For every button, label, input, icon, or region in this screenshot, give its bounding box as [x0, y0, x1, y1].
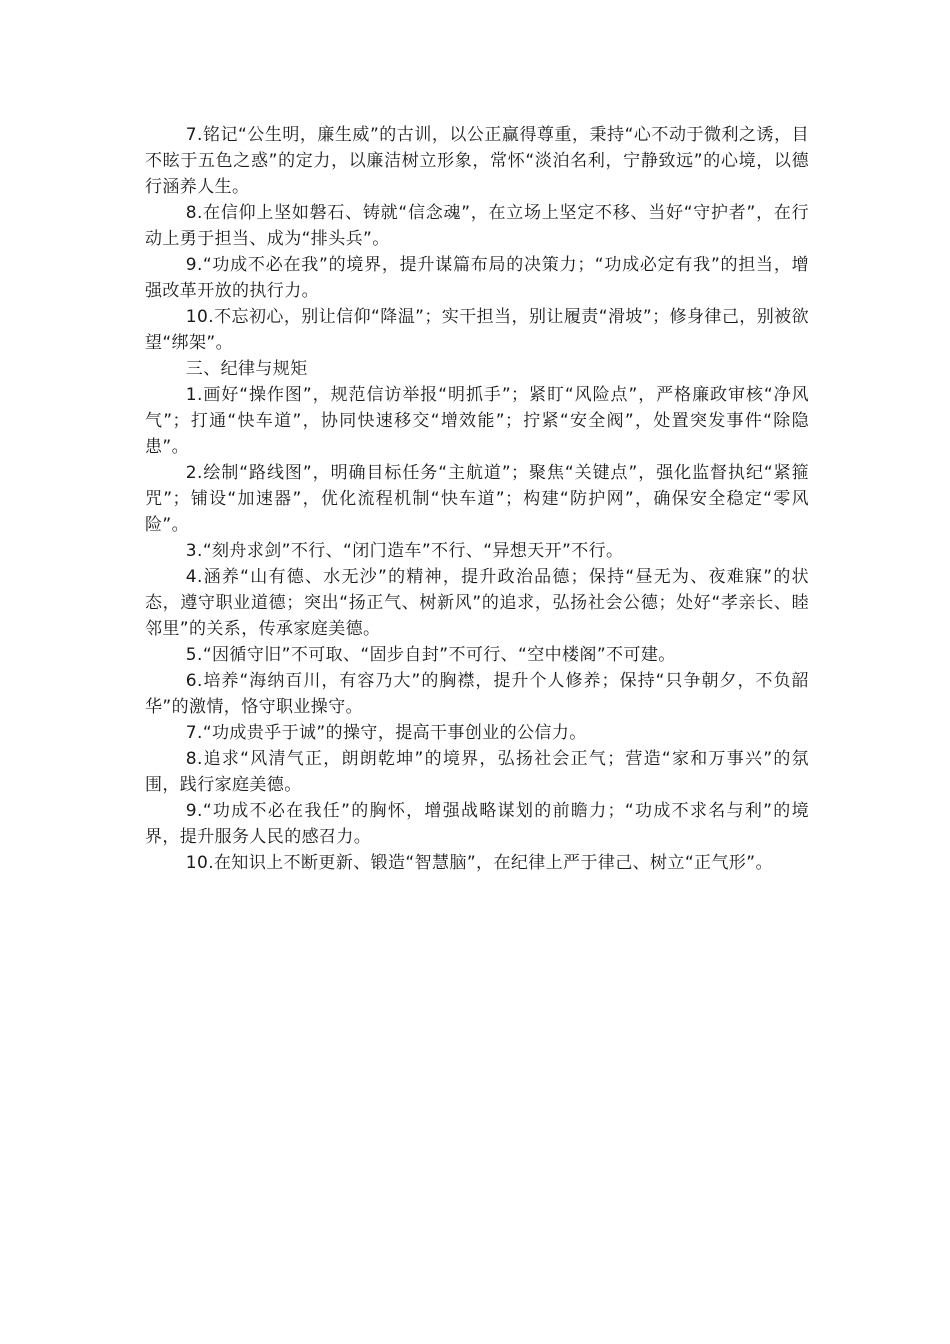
paragraph-10-original-aspiration: 10.不忘初心，别让信仰“降温”；实干担当，别让履责“滑坡”；修身律己，别被欲望“绑架”。: [145, 307, 809, 353]
paragraph-7-integrity: 7.铭记“公生明，廉生威”的古训，以公正赢得尊重，秉持“心不动于微利之诱，目不眩于五色之惑”的定力，以廉洁树立形象，常怀“淡泊名利，宁静致远”的心境，以德行涵养人生。: [145, 125, 809, 197]
paragraph-9-achievement: 9.“功成不必在我”的境界，提升谋篇布局的决策力；“功成必定有我”的担当，增强改革开放的执行力。: [145, 255, 809, 301]
paragraph-10-knowledge: 10.在知识上不断更新、锻造“智慧脑”，在纪律上严于律己、树立“正气形”。: [185, 853, 773, 873]
paragraph-2-roadmap: 2.绘制“路线图”，明确目标任务“主航道”；聚焦“关键点”，强化监督执纪“紧箍咒”；铺设“加速器”，优化流程机制“快车道”；构建“防护网”，确保安全稳定“零风险”。: [145, 463, 809, 535]
paragraph-7-sincerity: 7.“功成贵乎于诚”的操守，提高干事创业的公信力。: [185, 723, 587, 743]
document-body: [145, 122, 809, 876]
paragraph-1-operation-map: 1.画好“操作图”，规范信访举报“明抓手”；紧盯“风险点”，严格廉政审核“净风气”；打通“快车道”，协同快速移交“增效能”；拧紧“安全阀”，处置突发事件“除隐患”。: [145, 385, 809, 457]
paragraph-3-idioms: 3.“刻舟求剑”不行、“闭门造车”不行、“异想天开”不行。: [185, 541, 624, 561]
section-heading-discipline: 三、纪律与规矩: [185, 359, 308, 379]
paragraph-8-integrity-atmosphere: 8.追求“风清气正，朗朗乾坤”的境界，弘扬社会正气；营造“家和万事兴”的氛围，践行家庭美德。: [145, 749, 809, 795]
paragraph-9-vision: 9.“功成不必在我任”的胸怀，增强战略谋划的前瞻力；“功成不求名与利”的境界，提升服务人民的感召力。: [145, 801, 809, 847]
paragraph-6-broad-mind: 6.培养“海纳百川，有容乃大”的胸襟，提升个人修养；保持“只争朝夕，不负韶华”的激情，恪守职业操守。: [145, 671, 809, 717]
paragraph-5-idioms: 5.“因循守旧”不可取、“固步自封”不可行、“空中楼阁”不可建。: [185, 645, 676, 665]
paragraph-4-virtues: 4.涵养“山有德、水无沙”的精神，提升政治品德；保持“昼无为、夜难寐”的状态，遵守职业道德；突出“扬正气、树新风”的追求，弘扬社会公德；处好“孝亲长、睦邻里”的关系，传承家庭美德。: [145, 567, 809, 639]
paragraph-8-faith: 8.在信仰上坚如磐石、铸就“信念魂”，在立场上坚定不移、当好“守护者”，在行动上勇于担当、成为“排头兵”。: [145, 203, 809, 249]
